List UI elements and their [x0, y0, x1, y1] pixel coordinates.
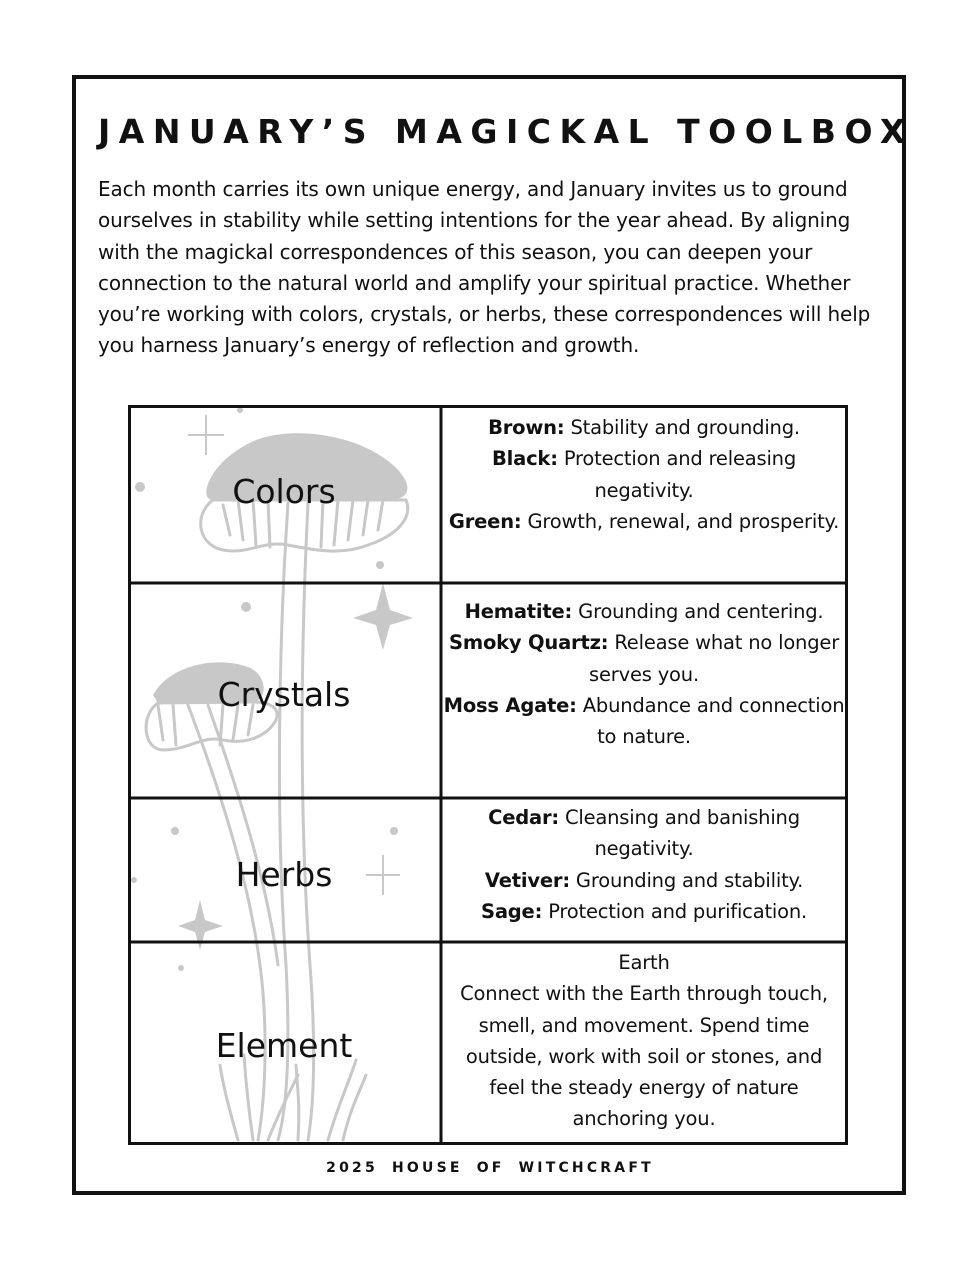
herbs-description [442, 802, 846, 927]
element-row [128, 942, 848, 1145]
colors-text: Protection and releasing negativity. [563, 447, 797, 502]
colors-term: Black: [491, 447, 558, 471]
crystals-text: Abundance and connection to nature. [582, 693, 845, 749]
herbs-text: Grounding and stability. [575, 868, 804, 892]
herbs-row [128, 798, 848, 942]
colors-item [442, 506, 846, 537]
crystals-text: Release what no longer serves you. [589, 631, 840, 686]
element-heading: Earth [618, 951, 670, 974]
colors-row [128, 405, 848, 583]
herbs-item [442, 865, 846, 896]
herbs-term: Sage: [481, 899, 543, 923]
crystals-label: Crystals [217, 675, 351, 714]
crystals-term: Hematite: [464, 600, 573, 623]
footer-credit: 2025 HOUSE OF WITCHCRAFT [326, 1160, 654, 1176]
element-description [442, 947, 846, 1135]
herbs-term: Cedar: [488, 806, 559, 829]
colors-term: Brown: [488, 416, 565, 439]
crystals-text: Grounding and centering. [578, 600, 824, 623]
crystals-description [442, 596, 846, 752]
herbs-item [442, 896, 846, 927]
crystals-term: Moss Agate: [443, 693, 577, 717]
colors-term: Green: [448, 509, 522, 533]
element-text: Connect with the Earth through touch, smell, and movement. Spend time outside, work with soil or stones, and feel the steady energy of nature anchoring you. [460, 982, 828, 1131]
colors-item [442, 443, 846, 506]
correspondence-table [128, 405, 848, 1145]
colors-description [442, 412, 846, 537]
element-label: Element [215, 1026, 353, 1065]
intro-paragraph: Each month carries its own unique energy, and January invites us to ground ourselves in stability while setting intentions for the year ahead. By aligning with the magickal correspondences of this season, you can deepen your connection to the natural world and amplify your spiritual practice. Whether you’re working with colors, crystals, or herbs, these correspondences will help you harness January’s energy of reflection and growth. [98, 177, 871, 358]
crystals-item [442, 596, 846, 627]
page-title: JANUARY’S MAGICKAL TOOLBOX [98, 112, 914, 151]
colors-text: Stability and grounding. [570, 416, 800, 439]
herbs-item [442, 802, 846, 865]
herbs-text: Protection and purification. [548, 899, 807, 923]
colors-item [442, 412, 846, 443]
crystals-row [128, 583, 848, 798]
herbs-term: Vetiver: [484, 868, 570, 892]
colors-label: Colors [232, 472, 336, 511]
colors-text: Growth, renewal, and prosperity. [527, 509, 840, 533]
crystals-item [442, 690, 846, 753]
herbs-label: Herbs [235, 855, 333, 894]
crystals-item [442, 627, 846, 690]
crystals-term: Smoky Quartz: [448, 631, 609, 655]
herbs-text: Cleansing and banishing negativity. [564, 806, 800, 861]
